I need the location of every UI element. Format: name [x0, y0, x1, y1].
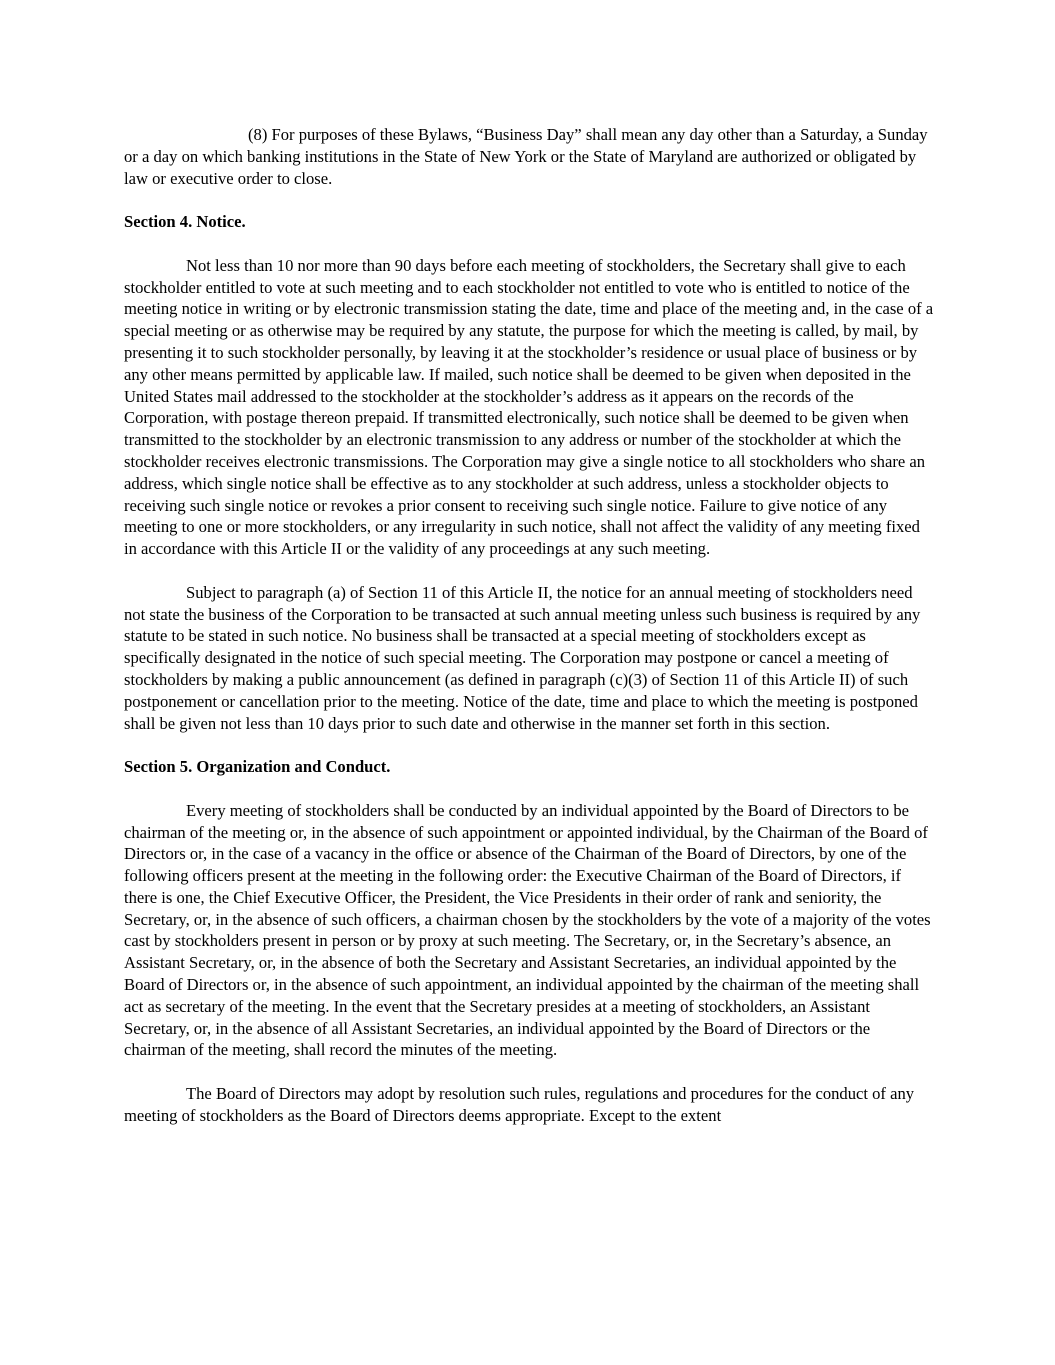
section-4-paragraph-1: Not less than 10 nor more than 90 days before each meeting of stockholders, the Secretary shall give to each stockholder entitled to vote at such meeting and to each stockholder not entitled to vote who is entitled to notice of the meeting notice in writing or by electronic transmission stating the date, time and place of the meeting and, in the case of a special meeting or as otherwise may be required by any statute, the purpose for which the meeting is called, by mail, by presenting it to such stockholder personally, by leaving it at the stockholder’s residence or usual place of business or by any other means permitted by applicable law. If mailed, such notice shall be deemed to be given when deposited in the United States mail addressed to the stockholder at the stockholder’s address as it appears on the records of the Corporation, with postage thereon prepaid. If transmitted electronically, such notice shall be deemed to be given when transmitted to the stockholder by an electronic transmission to any address or number of the stockholder at which the stockholder receives electronic transmissions. The Corporation may give a single notice to all stockholders who share an address, which single notice shall be effective as to any stockholder at such address, unless a stockholder objects to receiving such single notice or revokes a prior consent to receiving such single notice. Failure to give notice of any meeting to one or more stockholders, or any irregularity in such notice, shall not affect the validity of any meeting fixed in accordance with this Article II or the validity of any proceedings at any such meeting. [124, 255, 934, 559]
document-page [124, 124, 934, 1148]
section-5-paragraph-2: The Board of Directors may adopt by resolution such rules, regulations and procedures for the conduct of any meeting of stockholders as the Board of Directors deems appropriate. Except to the extent [124, 1084, 915, 1125]
paragraph-business-day: (8) For purposes of these Bylaws, “Business Day” shall mean any day other than a Saturday, a Sunday or a day on which banking institutions in the State of New York or the State of Maryland are authorized or obligated by law or executive order to close. [124, 125, 928, 188]
section-4-paragraph-2: Subject to paragraph (a) of Section 11 of this Article II, the notice for an annual meeting of stockholders need not state the business of the Corporation to be transacted at such annual meeting unless such business is required by any statute to be stated in such notice. No business shall be transacted at a special meeting of stockholders except as specifically designated in the notice of such special meeting. The Corporation may postpone or cancel a meeting of stockholders by making a public announcement (as defined in paragraph (c)(3) of Section 11 of this Article II) of such postponement or cancellation prior to the meeting. Notice of the date, time and place to which the meeting is postponed shall be given not less than 10 days prior to such date and otherwise in the manner set forth in this section. [124, 582, 921, 733]
section-5-paragraph-1: Every meeting of stockholders shall be conducted by an individual appointed by the Board of Directors to be chairman of the meeting or, in the absence of such appointment or appointed individual, by the Chairman of the Board of Directors or, in the case of a vacancy in the office or absence of the Chairman of the Board of Directors, by one of the following officers present at the meeting in the following order: the Executive Chairman of the Board of Directors, if there is one, the Chief Executive Officer, the President, the Vice Presidents in their order of rank and seniority, the Secretary, or, in the absence of such officers, a chairman chosen by the stockholders by the vote of a majority of the votes cast by stockholders present in person or by proxy at such meeting. The Secretary, or, in the Secretary’s absence, an Assistant Secretary, or, in the absence of both the Secretary and Assistant Secretaries, an individual appointed by the Board of Directors or, in the absence of such appointment, an individual appointed by the chairman of the meeting shall act as secretary of the meeting. In the event that the Secretary presides at a meeting of stockholders, an Assistant Secretary, or, in the absence of all Assistant Secretaries, an individual appointed by the Board of Directors or the chairman of the meeting, shall record the minutes of the meeting. [124, 800, 931, 1060]
section-4-heading: Section 4. Notice. [124, 212, 246, 232]
section-5-heading: Section 5. Organization and Conduct. [124, 757, 391, 777]
